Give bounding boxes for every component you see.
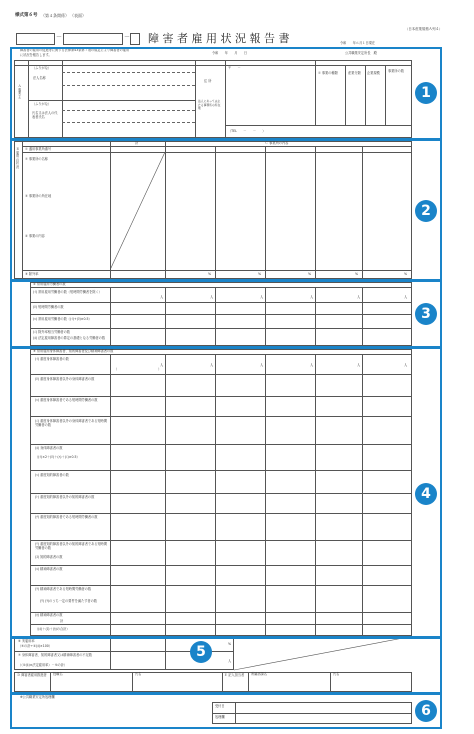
badge-5: 5: [190, 641, 212, 663]
section-1-outline: [10, 47, 442, 140]
number-sep-2: －: [124, 34, 131, 41]
s4-row-6: (ﾍ) 重度知的障害者の数: [35, 473, 69, 477]
address-phone: （TEL － － ）: [228, 129, 266, 133]
s3-unit-c: 人: [260, 295, 264, 299]
furigana-label: （ふりがな）: [32, 66, 52, 70]
reception-date-label: 受付日: [215, 704, 225, 708]
postal-label: 〒 －: [228, 66, 241, 70]
submit-date: 令和 年６月１日現在: [340, 41, 376, 45]
s4-footer: （(ﾎ)＋(ﾇ)＋(ｶ)の合計）: [35, 627, 70, 631]
industry-label: ① 事業の種類: [318, 71, 338, 75]
section-2-side-label: Ｂ 雇用の状況: [16, 147, 20, 169]
section-2-outline: [10, 139, 442, 281]
processing-label: 処理欄: [215, 715, 225, 719]
s5-pct: %: [228, 642, 232, 646]
s4-unit-d: 人: [310, 363, 314, 367]
shortfall-label: ⑦ 身体障害者、知的障害者又は精神障害者の不足数: [18, 653, 92, 657]
address-note: 法人にあっては主たる事務所の所在地: [198, 99, 221, 111]
address-label: 住 所: [204, 79, 212, 83]
pct-1: %: [208, 272, 212, 276]
section-4-header: ⑤ 常用雇用身体障害者、知的障害者及び精神障害者の数: [33, 349, 114, 353]
s4-row-1: (ｲ) 重度身体障害者の数: [35, 357, 69, 361]
form-rule: （第４条関係）: [41, 13, 69, 18]
s4-row-2: (ﾛ) 重度身体障害者以外の身体障害者の数: [35, 377, 95, 381]
shortfall-formula: （（④(ﾎ)×法定雇用率）－⑤の計）: [18, 663, 68, 667]
s4-row-9: (ﾘ) 重度知的障害者以外の知的障害者である短時間労働者の数: [35, 542, 108, 550]
number-box-2[interactable]: [63, 33, 123, 45]
s3-unit-e: 人: [357, 295, 361, 299]
row-business-content: ④ 事業の内容: [25, 234, 45, 238]
s3-unit-b: 人: [210, 295, 214, 299]
badge-3: 3: [415, 303, 437, 325]
row-exclusion-rate: ⑤ 除外率: [25, 272, 39, 276]
pct-4: %: [355, 272, 359, 276]
s3-row-1: (ｲ) 常用雇用労働者の数（短時間労働者を除く）: [33, 290, 102, 294]
s4-row-12: (ｦ) 精神障害者である短時間労働者の数: [35, 587, 92, 591]
s4-unit-a: 人: [160, 363, 164, 367]
s4-unit-b: 人: [210, 363, 214, 367]
promoter-label: Ｄ 障害者雇用推進者: [17, 673, 47, 677]
row-office-number: ① 適用事業所番号: [25, 147, 52, 151]
number-box-3[interactable]: [130, 33, 140, 45]
s4-row-5: (ﾎ) 身体障害者の数: [35, 446, 63, 450]
office-count-label: 事業所の数: [388, 69, 404, 73]
intro-line-1: 障害者の雇用の促進等に関する法律第43条第７項の規定により障害者の雇用: [20, 48, 130, 52]
badge-2: 2: [415, 200, 437, 222]
section-3-outline: [10, 280, 442, 348]
s4-row-8: (ﾁ) 重度知的障害者である短時間労働者の数: [35, 515, 98, 519]
s4-row-total: 計: [60, 619, 64, 623]
number-sep-1: －: [56, 34, 63, 41]
industry-scale-label: 企業規模: [367, 71, 380, 75]
badge-1: 1: [415, 82, 437, 104]
badge-6: 6: [415, 700, 437, 722]
s5-unit: 人: [228, 659, 232, 663]
row-office-name: ② 事業所の名称: [25, 157, 48, 161]
section-4-outline: [10, 347, 442, 638]
s4-unit-f: 人: [404, 363, 408, 367]
s4-paren-close: ）: [158, 367, 162, 371]
promoter-title-label: 役職名: [53, 672, 63, 676]
intro-line-2: に状況を報告します。: [20, 53, 52, 57]
s4-row-13: (ﾜ) (ｦ)のうち一定の要件を満たす者の数: [40, 599, 97, 603]
page-title: 障 害 者 雇 用 状 況 報 告 書: [148, 32, 290, 45]
corp-name-label: 法人名称: [33, 76, 46, 80]
s4-row-3: (ﾊ) 重度身体障害者である短時間労働者の数: [35, 398, 98, 402]
writer-dept-label: 所属部課名: [251, 672, 267, 676]
s4-row-5b: （(ｲ)×2＋(ﾛ)＋(ﾊ)＋(ﾆ)×0.5）: [35, 455, 80, 459]
date-label: 令和 年 月 日: [212, 51, 248, 55]
s4-row-4: (ﾆ) 重度身体障害者以外の身体障害者である短時間労働者の数: [35, 419, 108, 427]
content-header: Ｃ 事業所の内容: [265, 141, 289, 145]
s3-unit-d: 人: [310, 295, 314, 299]
s3-row-5: (ﾎ) 法定雇用障害者の算定の基礎となる労働者の数: [33, 336, 106, 340]
s4-row-11: (ﾙ) 精神障害者の数: [35, 567, 63, 571]
s3-row-3: (ﾊ) 常用雇用労働者の数（(ｲ)+(ﾛ)×0.5）: [33, 317, 92, 321]
representative-label: 氏名又は法人の代表者氏名: [32, 111, 58, 119]
number-box-1[interactable]: [16, 33, 55, 45]
badge-4: 4: [415, 483, 437, 505]
s3-row-2: (ﾛ) 短時間労働者の数: [33, 305, 64, 309]
s4-unit-e: 人: [357, 363, 361, 367]
row-office-address: ③ 事業所の所在地: [25, 194, 52, 198]
form-side: （表面）: [70, 13, 86, 18]
writer-label: Ｅ 記入担当者: [224, 673, 245, 677]
furigana-label-2: （ふりがな）: [32, 102, 52, 106]
paper-size: （日本産業規格Ａ列４）: [405, 27, 443, 31]
writer-name-label: 氏名: [333, 672, 340, 676]
s4-row-14: (ｶ) 精神障害者の数: [35, 613, 63, 617]
s4-paren-open: （: [114, 367, 118, 371]
industry-code-label: 産業分類: [348, 71, 361, 75]
s3-row-4: (ﾆ) 除外率相当労働者の数: [33, 330, 70, 334]
pct-5: %: [404, 272, 408, 276]
section-6-outline: [10, 693, 442, 729]
form-number: 様式第６号: [15, 13, 38, 18]
actual-rate-label: ⑥ 実雇用率: [18, 639, 35, 643]
section-5-outline: [10, 637, 442, 694]
actual-rate-formula: （⑤の計÷④(ﾎ)×100）: [18, 644, 52, 648]
pct-2: %: [258, 272, 262, 276]
s4-row-7: (ﾄ) 重度知的障害者以外の知的障害者の数: [35, 495, 95, 499]
office-line: 公共職業安定所長 殿: [345, 51, 377, 55]
section-3-header: ④ 常用雇用労働者の数: [33, 282, 66, 286]
s4-unit-c: 人: [260, 363, 264, 367]
s4-row-10: (ﾇ) 知的障害者の数: [35, 555, 63, 559]
office-use-note: ※公共職業安定所処理欄: [20, 695, 55, 699]
pct-3: %: [308, 272, 312, 276]
sum-header: 計: [135, 141, 139, 145]
s3-unit-a: 人: [160, 295, 164, 299]
promoter-name-label: 氏名: [135, 672, 142, 676]
section-1-side-label: Ａ 事 業 主: [18, 84, 22, 99]
s3-unit-f: 人: [404, 295, 408, 299]
